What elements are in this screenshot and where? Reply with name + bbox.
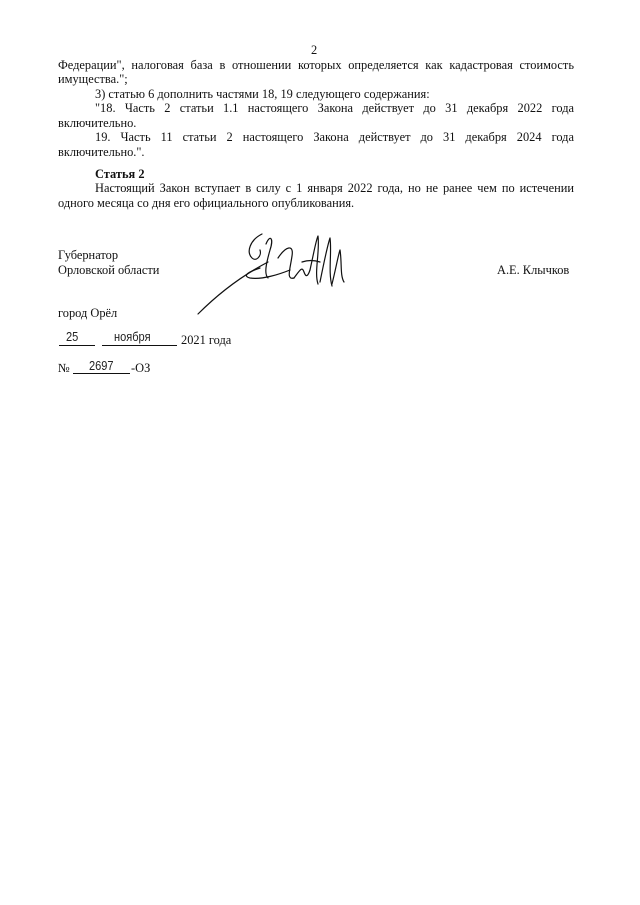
article-2-heading: Статья 2	[95, 167, 145, 181]
body-line-5: включительно.	[58, 116, 137, 130]
article-2-line-2: одного месяца со дня его официального опубликования.	[58, 196, 355, 210]
date-day-underline	[59, 345, 95, 346]
date-year: 2021 года	[181, 333, 232, 347]
number-underline	[73, 373, 130, 374]
body-line-6: 19. Часть 11 статьи 2 настоящего Закона действует до 31 декабря 2024 года	[95, 130, 574, 144]
date-month-underline	[102, 345, 177, 346]
handwritten-signature	[190, 222, 355, 322]
body-line-1: Федерации", налоговая база в отношении которых определяется как кадастровая стоимость	[58, 58, 574, 72]
number-suffix: -ОЗ	[131, 361, 151, 375]
body-line-2: имущества.";	[58, 72, 128, 86]
signer-title-line-2: Орловской области	[58, 263, 160, 277]
law-number: 2697	[89, 358, 114, 373]
number-prefix: №	[58, 361, 70, 375]
signer-name: А.Е. Клычков	[497, 263, 570, 277]
body-line-3: 3) статью 6 дополнить частями 18, 19 следующего содержания:	[95, 87, 430, 101]
city-line: город Орёл	[58, 306, 118, 320]
body-line-4: "18. Часть 2 статьи 1.1 настоящего Закона действует до 31 декабря 2022 года	[95, 101, 574, 115]
article-2-line-1: Настоящий Закон вступает в силу с 1 января 2022 года, но не ранее чем по истечении	[95, 181, 574, 195]
date-day: 25	[66, 329, 79, 344]
body-line-7: включительно.".	[58, 145, 145, 159]
page-number: 2	[311, 43, 318, 57]
signer-title-line-1: Губернатор	[58, 248, 119, 262]
date-month: ноября	[114, 329, 151, 344]
